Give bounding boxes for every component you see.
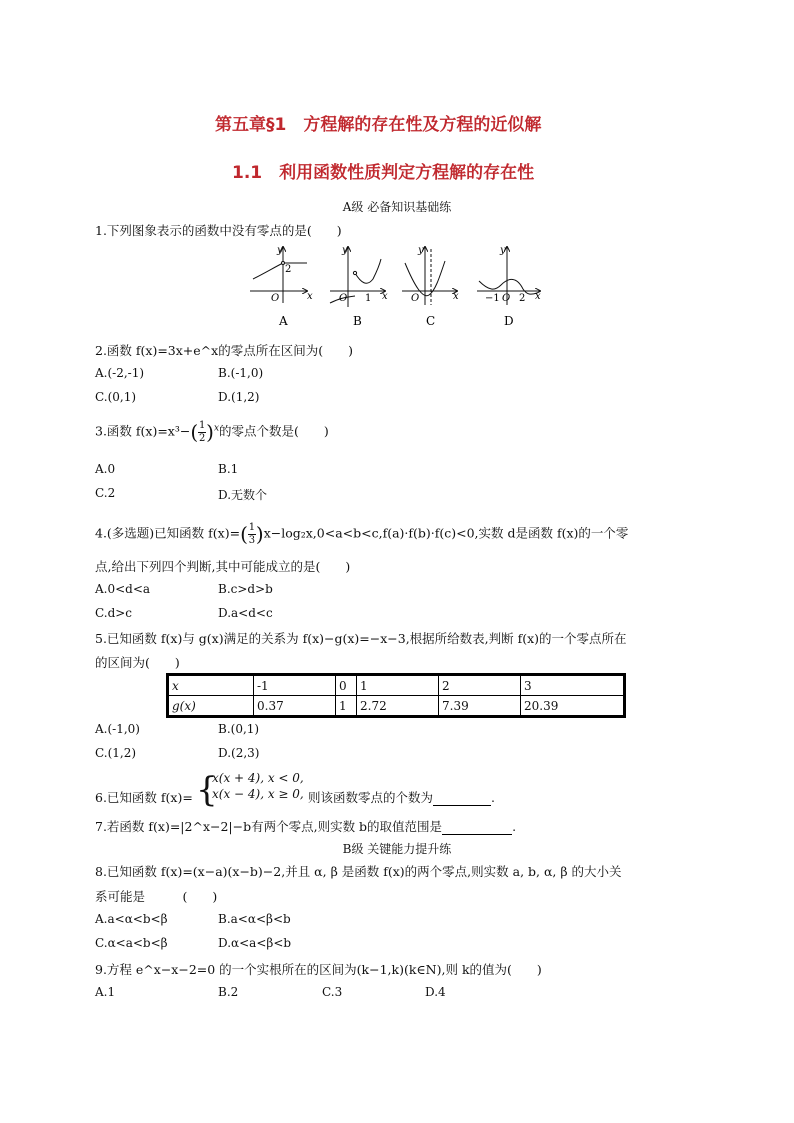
section-b-heading: B级 关键能力提升练 bbox=[342, 842, 452, 856]
table-row: g(x) 0.37 1 2.72 7.39 20.39 bbox=[168, 696, 625, 717]
graph-label-d: D bbox=[504, 314, 514, 328]
q3-option-b: B.1 bbox=[218, 462, 239, 476]
q9-option-a: A.1 bbox=[95, 985, 116, 999]
svg-text:y: y bbox=[500, 245, 506, 256]
q4-option-c: C.d>c bbox=[95, 606, 133, 620]
graph-label-a: A bbox=[279, 314, 288, 328]
graph-a-tick: 2 bbox=[285, 264, 292, 275]
q5-option-d: D.(2,3) bbox=[218, 746, 260, 760]
question-4-line-1: 4.(多选题)已知函数 f(x)=( $\frac{1}{3}$ )x−log₂x,0<a<b<c,f(a)·f(b)·f(c)<0,实数 d是函数 f(x)的一个零 bbox=[95, 521, 629, 546]
q8-option-d: D.α<a<β<b bbox=[218, 936, 292, 950]
g-values-table bbox=[166, 673, 626, 718]
q3-option-c: C.2 bbox=[95, 486, 116, 500]
svg-text:y: y bbox=[342, 245, 348, 256]
question-5-line-1: 5.已知函数 f(x)与 g(x)满足的关系为 f(x)−g(x)=−x−3,根据所给数表,判断 f(x)的一个零点所在 bbox=[95, 631, 627, 646]
q5-option-a: A.(-1,0) bbox=[95, 722, 140, 736]
q6-case-2: x(x − 4), x ≥ 0, bbox=[212, 787, 304, 801]
question-8-line-1: 8.已知函数 f(x)=(x−a)(x−b)−2,并且 α, β 是函数 f(x)的两个零点,则实数 a, b, α, β 的大小关 bbox=[95, 864, 622, 879]
q8-option-a: A.a<α<b<β bbox=[95, 912, 168, 926]
svg-text:x: x bbox=[535, 291, 541, 302]
question-8-line-2: 系可能是 ( ) bbox=[95, 889, 218, 904]
q8-option-c: C.α<a<b<β bbox=[95, 936, 168, 950]
svg-text:x: x bbox=[307, 291, 313, 302]
svg-text:x: x bbox=[453, 291, 459, 302]
table-row: x -1 0 1 2 3 bbox=[168, 675, 625, 696]
q2-option-d: D.(1,2) bbox=[218, 390, 260, 404]
q8-option-b: B.a<α<β<b bbox=[218, 912, 291, 926]
question-6-prefix: 6.已知函数 f(x)= bbox=[95, 790, 193, 805]
page-title: 第五章§1 方程解的存在性及方程的近似解 bbox=[215, 115, 542, 135]
svg-text:2: 2 bbox=[519, 293, 526, 304]
svg-text:O: O bbox=[502, 293, 511, 304]
q6-case-1: x(x + 4), x < 0, bbox=[212, 771, 304, 785]
q5-option-c: C.(1,2) bbox=[95, 746, 137, 760]
question-9-text: 9.方程 e^x−x−2=0 的一个实根所在的区间为(k−1,k)(k∈N),则 k的值为( ) bbox=[95, 962, 542, 977]
q2-option-a: A.(-2,-1) bbox=[95, 366, 145, 380]
q4-option-d: D.a<d<c bbox=[218, 606, 273, 620]
svg-text:O: O bbox=[271, 293, 280, 304]
question-5-line-2: 的区间为( ) bbox=[95, 655, 180, 670]
page-subtitle: 1.1 利用函数性质判定方程解的存在性 bbox=[232, 163, 535, 183]
graph-label-b: B bbox=[353, 314, 362, 328]
q4-option-a: A.0<d<a bbox=[95, 582, 151, 596]
q9-option-b: B.2 bbox=[218, 985, 239, 999]
svg-text:−1: −1 bbox=[485, 293, 500, 304]
question-6-suffix: 则该函数零点的个数为 . bbox=[308, 790, 495, 805]
q4-option-b: B.c>d>b bbox=[218, 582, 273, 596]
q5-option-b: B.(0,1) bbox=[218, 722, 260, 736]
q2-option-c: C.(0,1) bbox=[95, 390, 137, 404]
q3-option-d: D.无数个 bbox=[218, 488, 268, 502]
question-2-text: 2.函数 f(x)=3x+e^x的零点所在区间为( ) bbox=[95, 343, 353, 358]
svg-text:y: y bbox=[277, 245, 283, 256]
graph-b-tick: 1 bbox=[365, 293, 372, 304]
q9-option-c: C.3 bbox=[322, 985, 343, 999]
q9-option-d: D.4 bbox=[425, 985, 446, 999]
question-3-text: 3.函数 f(x)=x³−( $\frac{1}{2}$ )$^x$的零点个数是( ) bbox=[95, 419, 329, 444]
question-7-text: 7.若函数 f(x)=|2^x−2|−b有两个零点,则实数 b的取值范围是 . bbox=[95, 819, 517, 834]
question-1-graphs bbox=[245, 243, 545, 333]
q3-option-a: A.0 bbox=[95, 462, 116, 476]
section-a-heading: A级 必备知识基础练 bbox=[342, 200, 452, 214]
graph-label-c: C bbox=[426, 314, 436, 328]
question-4-line-2: 点,给出下列四个判断,其中可能成立的是( ) bbox=[95, 559, 351, 574]
svg-text:O: O bbox=[339, 293, 348, 304]
svg-text:y: y bbox=[418, 245, 424, 256]
q2-option-b: B.(-1,0) bbox=[218, 366, 264, 380]
svg-text:O: O bbox=[411, 293, 420, 304]
brace: { bbox=[196, 770, 218, 810]
question-1-text: 1.下列图象表示的函数中没有零点的是( ) bbox=[95, 223, 342, 238]
svg-text:x: x bbox=[382, 291, 388, 302]
